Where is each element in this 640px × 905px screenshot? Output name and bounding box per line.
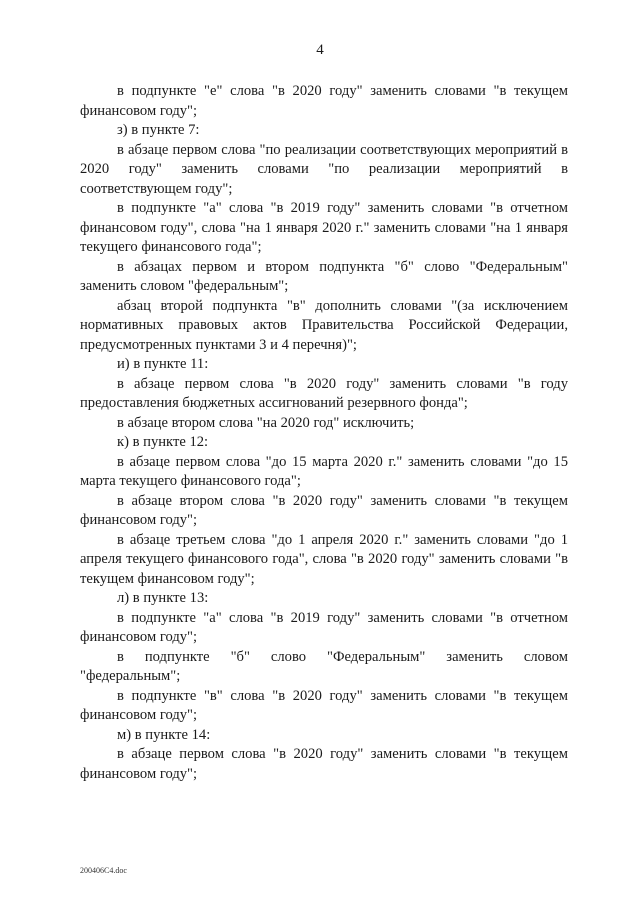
paragraph: в абзаце первом слова "по реализации соответствующих мероприятий в 2020 году" заменить словами "по реализации мероприятий в соответствующем году"; [80,141,568,197]
paragraph: в абзацах первом и втором подпункта "б" слово "Федеральным" заменить словом "федеральным"; [80,258,568,294]
paragraph: з) в пункте 7: [117,122,200,138]
paragraph: и) в пункте 11: [117,356,209,372]
paragraph: в абзаце первом слова "до 15 марта 2020 г." заменить словами "до 15 марта текущего финансового года"; [80,453,568,489]
page-number: 4 [316,42,324,58]
paragraph: в подпункте "в" слова "в 2020 году" заменить словами "в текущем финансовом году"; [80,687,568,723]
paragraph: в абзаце первом слова "в 2020 году" заменить словами "в году предоставления бюджетных ассигнований резервного фонда"; [80,375,568,411]
paragraph: в абзаце третьем слова "до 1 апреля 2020 г." заменить словами "до 1 апреля текущего финансового года", слова "в 2020 году" заменить словами "в текущем финансовом году"; [80,531,568,587]
paragraph: в подпункте "а" слова "в 2019 году" заменить словами "в отчетном финансовом году"; [80,609,568,645]
paragraph: абзац второй подпункта "в" дополнить словами "(за исключением нормативных правовых актов Правительства Российской Федерации, предусмотренных пунктами 3 и 4 перечня)"; [80,297,568,353]
paragraph: в подпункте "а" слова "в 2019 году" заменить словами "в отчетном финансовом году", слова "на 1 января 2020 г." заменить словами "на 1 января текущего финансового года"; [80,200,568,255]
paragraph: в подпункте "б" слово "Федеральным" заменить словом "федеральным"; [80,648,568,684]
paragraph: в абзаце втором слова "на 2020 год" исключить; [117,414,415,431]
paragraph: л) в пункте 13: [117,590,209,606]
paragraph: в абзаце втором слова "в 2020 году" заменить словами "в текущем финансовом году"; [80,492,568,528]
paragraph: м) в пункте 14: [117,726,211,743]
paragraph: в подпункте "е" слова "в 2020 году" заменить словами "в текущем финансовом году"; [80,83,568,119]
paragraph: к) в пункте 12: [117,434,209,450]
document-body [80,82,568,784]
paragraph: в абзаце первом слова "в 2020 году" заменить словами "в текущем финансовом году"; [80,746,568,782]
footer-file-code: 200406С4.doc [80,866,127,875]
